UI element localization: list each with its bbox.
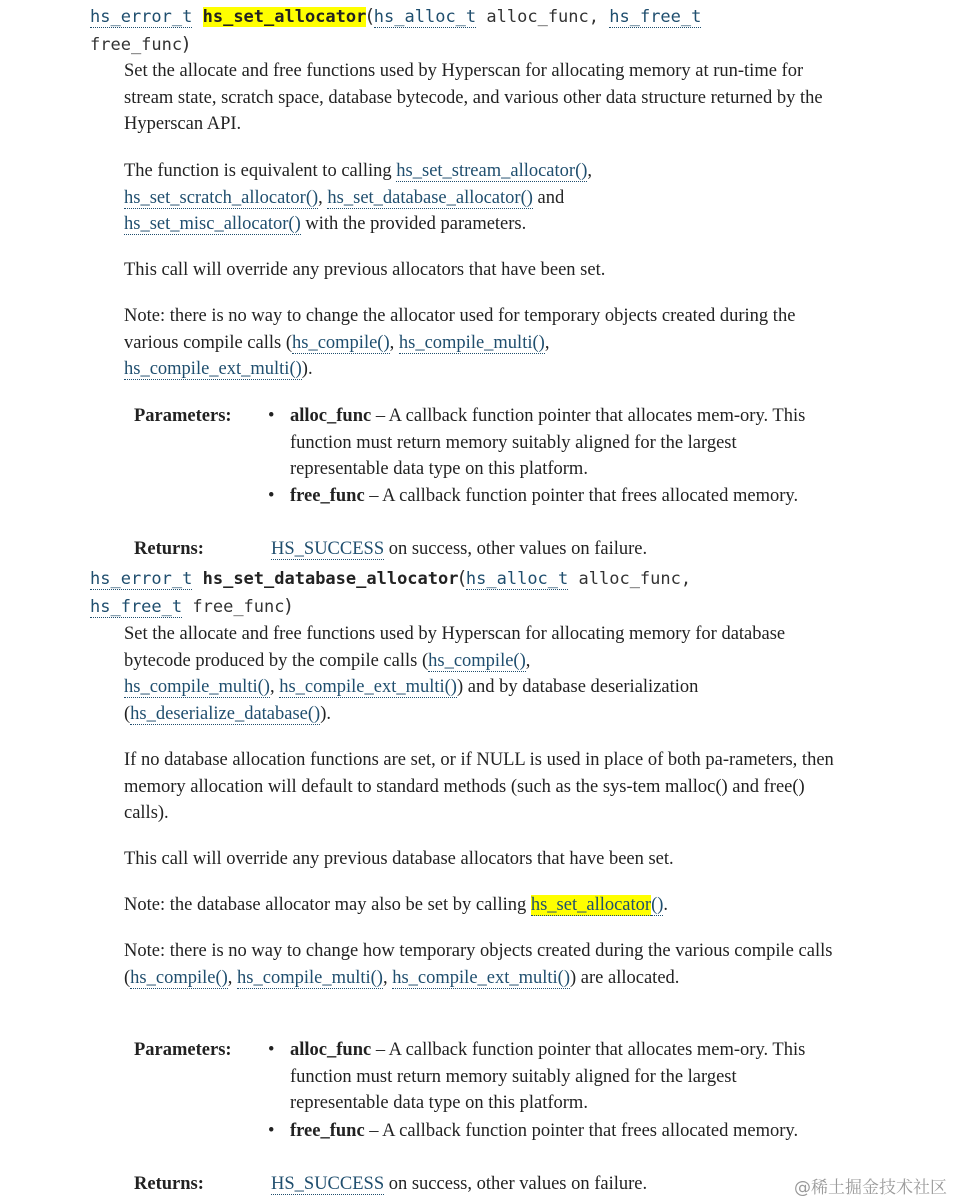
text: , (587, 161, 593, 181)
link-hs-success[interactable]: HS_SUCCESS (271, 539, 385, 559)
arg-type-link[interactable]: hs_alloc_t (465, 569, 569, 589)
link-hs-compile-ext-multi[interactable]: hs_compile_ext_multi() (124, 359, 302, 380)
param-desc: – A callback function pointer that frees allocated memory. (364, 486, 799, 506)
bullet-icon: • (268, 406, 275, 426)
link-hs-compile-ext-multi[interactable]: hs_compile_ext_multi() (279, 677, 457, 698)
watermark: @稀土掘金技术社区 (794, 1178, 947, 1198)
link-hs-success[interactable]: HS_SUCCESS (271, 1174, 385, 1194)
text: ). (301, 359, 313, 380)
return-type-link[interactable]: hs_error_t (90, 569, 193, 589)
text: , (544, 332, 550, 353)
link-hs-compile-multi[interactable]: hs_compile_multi() (237, 967, 383, 988)
note-paragraph (124, 892, 834, 919)
param-name: free_func (290, 486, 365, 506)
bullet-icon: • (268, 1040, 275, 1060)
arg-type-link[interactable]: hs_free_t (90, 597, 183, 617)
returns-label: Returns: (134, 1174, 204, 1194)
arg-name: alloc_func, (486, 7, 599, 27)
text: Note: there is no way to change the allocator used for temporary objects created during the various compile calls ( (124, 306, 796, 353)
description-paragraph (124, 621, 834, 728)
note-paragraph (124, 303, 834, 383)
text: Note: there is no way to change how temporary objects created during the various compile calls ( (124, 941, 833, 988)
link-hs-deserialize-database[interactable]: hs_deserialize_database() (130, 704, 321, 725)
link-hs-compile[interactable]: hs_compile() (428, 650, 526, 671)
parameters-label: Parameters: (134, 406, 232, 426)
link-hs-set-allocator[interactable]: hs_set_allocator (530, 895, 652, 915)
returns-text: on success, other values on failure. (384, 1174, 648, 1194)
override-paragraph: This call will override any previous database allocators that have been set. (124, 849, 674, 869)
param-name: alloc_func (290, 406, 372, 426)
link-hs-set-stream-allocator[interactable]: hs_set_stream_allocator() (396, 161, 588, 181)
arg-name: alloc_func, (578, 569, 692, 589)
description-paragraph: Set the allocate and free functions used by Hyperscan for allocating memory at run-time for stream state, scratch space, database bytecode, and various other data structure returned by the Hyperscan API. (124, 61, 823, 135)
text: The function is equivalent to calling (124, 161, 397, 181)
text: , (227, 967, 238, 988)
function-name: hs_set_allocator (202, 7, 367, 27)
function-name: hs_set_database_allocator (202, 569, 459, 589)
text: , (389, 332, 399, 353)
param-free-func (290, 1118, 830, 1145)
parameters-label: Parameters: (134, 1040, 232, 1060)
text: , (525, 650, 531, 671)
text: , (269, 677, 280, 698)
text: , (318, 187, 328, 208)
param-desc: – A callback function pointer that allocates mem-ory. This function must return memory suitably aligned for the largest representable data type on this platform. (290, 1040, 806, 1114)
text: , (382, 967, 393, 988)
return-type-link[interactable]: hs_error_t (90, 7, 193, 27)
link-hs-set-database-allocator[interactable]: hs_set_database_allocator() (327, 187, 533, 208)
returns-value (271, 536, 647, 563)
link-hs-compile[interactable]: hs_compile() (130, 967, 228, 988)
text: ). (320, 704, 332, 725)
param-alloc-func (290, 1037, 830, 1117)
param-desc: – A callback function pointer that frees allocated memory. (364, 1121, 799, 1141)
equivalence-paragraph (124, 158, 834, 238)
param-free-func (290, 483, 830, 510)
default-allocation-paragraph: If no database allocation functions are set, or if NULL is used in place of both pa-rameters, then memory allocation will default to standard methods (such as the sys-tem malloc() and free() calls). (124, 750, 834, 824)
text: ) and by database deserialization ( (124, 677, 699, 725)
link-hs-set-scratch-allocator[interactable]: hs_set_scratch_allocator() (124, 187, 319, 208)
returns-label: Returns: (134, 539, 204, 559)
note-paragraph (124, 938, 834, 991)
open-paren: ( (366, 5, 374, 27)
link-hs-compile-ext-multi[interactable]: hs_compile_ext_multi() (392, 967, 571, 988)
close-paren: ) (182, 33, 190, 55)
close-paren: ) (284, 595, 292, 617)
link-hs-set-misc-allocator[interactable]: hs_set_misc_allocator() (124, 214, 301, 235)
param-name: free_func (290, 1121, 365, 1141)
returns-text: on success, other values on failure. (384, 539, 648, 559)
function-signature-hs-set-database-allocator (90, 565, 810, 621)
param-desc: – A callback function pointer that allocates mem-ory. This function must return memory suitably aligned for the largest representable data type on this platform. (290, 406, 806, 480)
link-hs-compile-multi[interactable]: hs_compile_multi() (398, 332, 545, 353)
text: . (663, 895, 669, 915)
text: Note: the database allocator may also be set by calling (124, 895, 531, 915)
param-alloc-func (290, 403, 830, 483)
function-signature-hs-set-allocator (90, 3, 810, 59)
link-parens[interactable]: () (651, 895, 664, 915)
text: ) are allocated. (570, 967, 680, 988)
override-paragraph: This call will override any previous allocators that have been set. (124, 260, 606, 280)
text: Set the allocate and free functions used by Hyperscan for allocating memory for database bytecode produced by the compile calls ( (124, 624, 786, 671)
returns-value (271, 1171, 647, 1198)
bullet-icon: • (268, 1121, 275, 1141)
link-hs-compile-multi[interactable]: hs_compile_multi() (124, 677, 270, 698)
bullet-icon: • (268, 486, 275, 506)
arg-name: free_func (90, 35, 183, 55)
arg-type-link[interactable]: hs_free_t (609, 7, 702, 27)
arg-type-link[interactable]: hs_alloc_t (373, 7, 477, 27)
text: with the provided parameters. (300, 214, 527, 235)
link-hs-compile[interactable]: hs_compile() (292, 332, 390, 353)
open-paren: ( (458, 567, 466, 589)
param-name: alloc_func (290, 1040, 372, 1060)
text: and (532, 187, 565, 208)
arg-name: free_func (192, 597, 285, 617)
